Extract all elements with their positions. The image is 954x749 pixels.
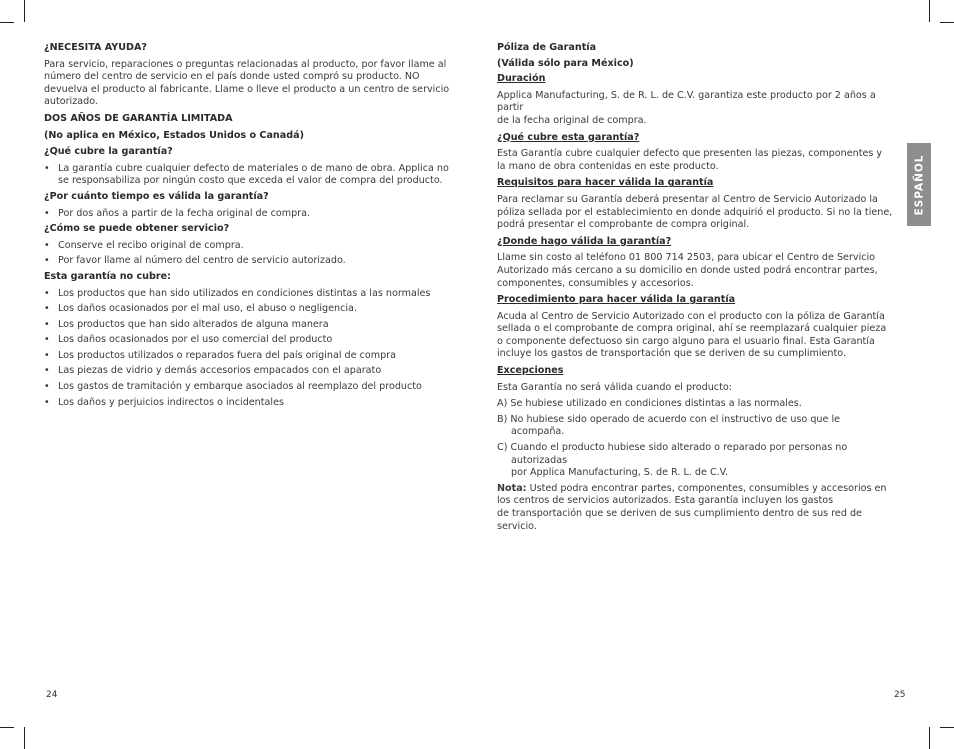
duration-text: Applica Manufacturing, S. de R. L. de C.V. garantiza este producto por 2 años a partir de la fecha original de compra. [497, 89, 876, 126]
list-item: • Los productos que han sido utilizados en condiciones distintas a las normales [44, 288, 456, 301]
policy-subtitle: (Válida sólo para México) [497, 57, 634, 69]
crop-mark [0, 22, 14, 23]
left-page-content [44, 42, 456, 412]
list-item: A) Se hubiese utilizado en condiciones distintas a las normales. [497, 398, 802, 410]
list-item: • Conserve el recibo original de compra. [44, 240, 456, 253]
list-item: C) Cuando el producto hubiese sido alterado o reparado por personas no autorizadas por Applica Manufacturing, S. de R. L. de C.V. [497, 442, 848, 479]
crop-mark [24, 0, 25, 22]
policy-title: Póliza de Garantía [497, 42, 597, 53]
help-heading: ¿NECESITA AYUDA? [44, 42, 147, 53]
list-item: • Los daños ocasionados por el mal uso, el abuso o negligencia. [44, 303, 456, 316]
list-item: • La garantía cubre cualquier defecto de materiales o de mano de obra. Applica no se responsabiliza por ningún costo que exceda el valor de compra del producto. [44, 163, 456, 188]
right-page-content [497, 42, 893, 537]
not-covered-list [44, 288, 456, 410]
crop-mark [929, 0, 930, 22]
crop-mark [940, 727, 954, 728]
note-text: Usted podra encontrar partes, componentes, consumibles y accesorios en los centros de servicios autorizados. Esta garantía incluyen los gastos de transportación que se deriven de sus cumplimiento dentro de sus red de servicio. [497, 482, 887, 532]
exceptions-list [497, 398, 893, 480]
language-tab-label: ESPAÑOL [913, 154, 925, 215]
covers-question: ¿Qué cubre la garantía? [44, 146, 173, 158]
exceptions-intro: Esta Garantía no será válida cuando el producto: [497, 381, 732, 393]
list-item: • Las piezas de vidrio y demás accesorios empacados con el aparato [44, 365, 456, 378]
service-question: ¿Cómo se puede obtener servicio? [44, 223, 230, 235]
list-item: • Los gastos de tramitación y embarque asociados al reemplazo del producto [44, 381, 456, 394]
note-label: Nota: [497, 482, 527, 494]
list-item: • Por favor llame al número del centro de servicio autorizado. [44, 255, 456, 268]
crop-mark [929, 727, 930, 749]
duration-question: ¿Por cuánto tiempo es válida la garantía? [44, 190, 269, 202]
page-number-left: 24 [46, 690, 58, 700]
where-heading: ¿Donde hago válida la garantía? [497, 235, 672, 247]
covers-list [44, 163, 456, 188]
warranty-note: (No aplica en México, Estados Unidos o Canadá) [44, 129, 304, 141]
procedure-heading: Procedimiento para hacer válida la garantía [497, 294, 736, 306]
exceptions-heading: Excepciones [497, 365, 564, 377]
list-item: • Los daños ocasionados por el uso comercial del producto [44, 334, 456, 347]
crop-mark [24, 727, 25, 749]
requirements-heading: Requisitos para hacer válida la garantía [497, 177, 714, 189]
crop-mark [940, 22, 954, 23]
duration-heading: Duración [497, 73, 546, 85]
requirements-text: Para reclamar su Garantía deberá presentar al Centro de Servicio Autorizado la póliza sellada por el establecimiento en donde adquirió el producto. Si no la tiene, podrá presentar el comprobante de compra original. [497, 193, 893, 231]
procedure-text: Acuda al Centro de Servicio Autorizado con el producto con la póliza de Garantía sellada o el comprobante de compra original, ahí se reemplazará cualquier pieza o componente defectuoso sin cargo alguno para el usuario final. Esta Garantía incluye los gastos de transportación que se deriven de su cumplimiento. [497, 310, 887, 360]
covers-heading: ¿Qué cubre esta garantía? [497, 131, 640, 143]
where-text: Llame sin costo al teléfono 01 800 714 2503, para ubicar el Centro de Servicio Autorizado más cercano a su domicilio en donde usted podrá encontrar partes, componentes, consumibles y accesorios. [497, 252, 878, 289]
list-item: B) No hubiese sido operado de acuerdo con el instructivo de uso que le acompaña. [497, 413, 841, 438]
note-paragraph [497, 483, 893, 533]
warranty-heading: DOS AÑOS DE GARANTÍA LIMITADA [44, 112, 233, 124]
list-item: • Los daños y perjuicios indirectos o incidentales [44, 397, 456, 410]
page-number-right: 25 [894, 690, 906, 700]
list-item: • Los productos que han sido alterados de alguna manera [44, 319, 456, 332]
list-item: • Los productos utilizados o reparados fuera del país original de compra [44, 350, 456, 363]
not-covered-heading: Esta garantía no cubre: [44, 270, 171, 282]
help-text: Para servicio, reparaciones o preguntas relacionadas al producto, por favor llame al número del centro de servicio en el país donde usted compró su producto. NO devuelva el producto al fabricante. Llame o lleve el producto a un centro de servicio autorizado. [44, 58, 450, 108]
duration-list [44, 208, 456, 221]
service-list [44, 240, 456, 268]
list-item: • Por dos años a partir de la fecha original de compra. [44, 208, 456, 221]
crop-mark [0, 727, 14, 728]
language-tab [907, 143, 931, 226]
covers-text: Esta Garantía cubre cualquier defecto que presenten las piezas, componentes y la mano de obra contenidas en este producto. [497, 148, 883, 172]
